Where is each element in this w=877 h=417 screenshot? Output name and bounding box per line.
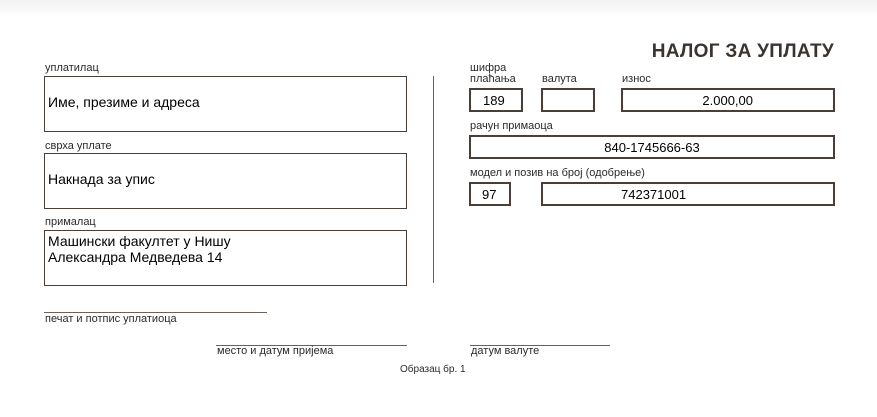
payment-code-value: 189: [483, 93, 505, 108]
recipient-label: прималац: [45, 216, 96, 228]
model-field[interactable]: [469, 182, 511, 206]
payer-value: Име, презиме и адреса: [48, 94, 200, 110]
reference-number-field[interactable]: [541, 182, 835, 206]
payer-field[interactable]: [44, 76, 407, 132]
value-date-label: датум валуте: [471, 345, 540, 357]
payment-code-label-1: шифра: [470, 62, 507, 74]
payer-label: уплатилац: [45, 62, 99, 74]
purpose-field[interactable]: [44, 153, 407, 209]
recipient-field[interactable]: [44, 230, 407, 286]
amount-value: 2.000,00: [702, 93, 753, 108]
purpose-label: сврха уплате: [45, 140, 112, 152]
model-label: модел и позив на број (одобрење): [470, 167, 645, 179]
place-date-label: место и датум пријема: [217, 345, 334, 357]
purpose-value: Накнада за упис: [48, 171, 155, 187]
top-shade: [0, 0, 877, 18]
currency-field[interactable]: [541, 88, 595, 112]
payment-code-field[interactable]: [469, 88, 523, 112]
recipient-line-2: Александра Медведева 14: [48, 249, 223, 265]
column-divider: [433, 76, 434, 283]
account-field[interactable]: [469, 135, 835, 159]
form-title: НАЛОГ ЗА УПЛАТУ: [651, 41, 834, 62]
account-value: 840-1745666-63: [604, 140, 700, 155]
reference-number-value: 742371001: [621, 187, 687, 202]
amount-field[interactable]: [621, 88, 835, 112]
recipient-line-1: Машински факултет у Нишу: [48, 233, 231, 249]
currency-label: валута: [542, 73, 577, 85]
model-value: 97: [482, 187, 497, 202]
signature-label: печат и потпис уплатиоца: [45, 313, 177, 325]
form-number: Образац бр. 1: [400, 364, 466, 375]
amount-label: износ: [622, 73, 651, 85]
account-label: рачун примаоца: [470, 120, 553, 132]
payment-code-label-2: плаћања: [470, 73, 516, 85]
